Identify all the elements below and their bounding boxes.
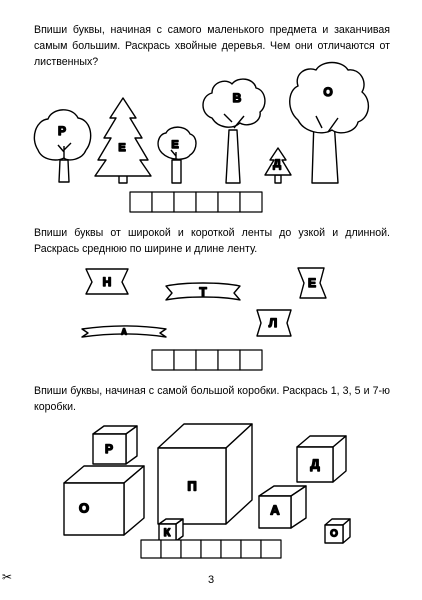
box-d-letter: Д: [310, 456, 320, 472]
box-o-small-letter: О: [330, 528, 338, 540]
box-p: [158, 424, 252, 524]
tree-o-letter: О: [323, 85, 333, 99]
tree-v-letter: В: [232, 91, 242, 105]
box-o: [64, 466, 144, 535]
task-3-instruction: Впиши буквы, начиная с самой большой коробки. Раскрась 1, 3, 5 и 7-ю коробки.: [34, 385, 390, 413]
tree-r-letter: Р: [57, 124, 67, 138]
ribbon-e-letter: Е: [307, 276, 317, 290]
box-r-letter: Р: [104, 442, 114, 456]
tree-r: [34, 110, 90, 182]
ribbon-t: [166, 283, 240, 300]
tree-v: [203, 79, 265, 183]
ribbon-a: [82, 326, 166, 337]
ribbon-l: [257, 310, 291, 336]
fir-large-letter: Е: [118, 142, 126, 154]
fir-small-letter: Д: [273, 158, 281, 170]
fir-small: [265, 148, 291, 183]
page-number: 3: [207, 574, 215, 586]
scissors-icon: ✂: [2, 570, 13, 584]
tree-o: [290, 63, 369, 184]
ribbon-a-letter: А: [121, 327, 127, 337]
box-o-letter: О: [78, 500, 90, 516]
ribbon-l-letter: Л: [268, 316, 278, 330]
task-1-instruction: Впиши буквы, начиная с самого маленького предмета и заканчивая самым большим. Раскрась хвойные деревья. Чем они отличаются от лиственных?: [34, 24, 390, 68]
task-2-instruction: Впиши буквы от широкой и короткой ленты до узкой и длинной. Раскрась среднюю по ширине и длине ленту.: [34, 227, 390, 255]
answer-grid-1[interactable]: [130, 192, 262, 212]
ribbon-n: [86, 269, 128, 294]
ribbon-e: [298, 268, 326, 298]
answer-grid-3[interactable]: [141, 540, 281, 558]
box-d: [297, 436, 346, 482]
answer-grid-2[interactable]: [152, 350, 262, 370]
tree-e-small-letter: Е: [171, 139, 179, 151]
box-k: [159, 519, 183, 541]
ribbon-n-letter: Н: [102, 275, 112, 289]
tree-e-small: [158, 127, 196, 183]
box-a: [259, 486, 306, 528]
box-a-letter: А: [270, 502, 280, 518]
box-o-small: [325, 519, 350, 543]
fir-large: [95, 98, 151, 183]
ribbon-t-letter: Т: [199, 285, 207, 299]
box-k-letter: К: [163, 527, 171, 539]
box-r: [93, 426, 137, 464]
box-p-letter: П: [187, 478, 197, 494]
